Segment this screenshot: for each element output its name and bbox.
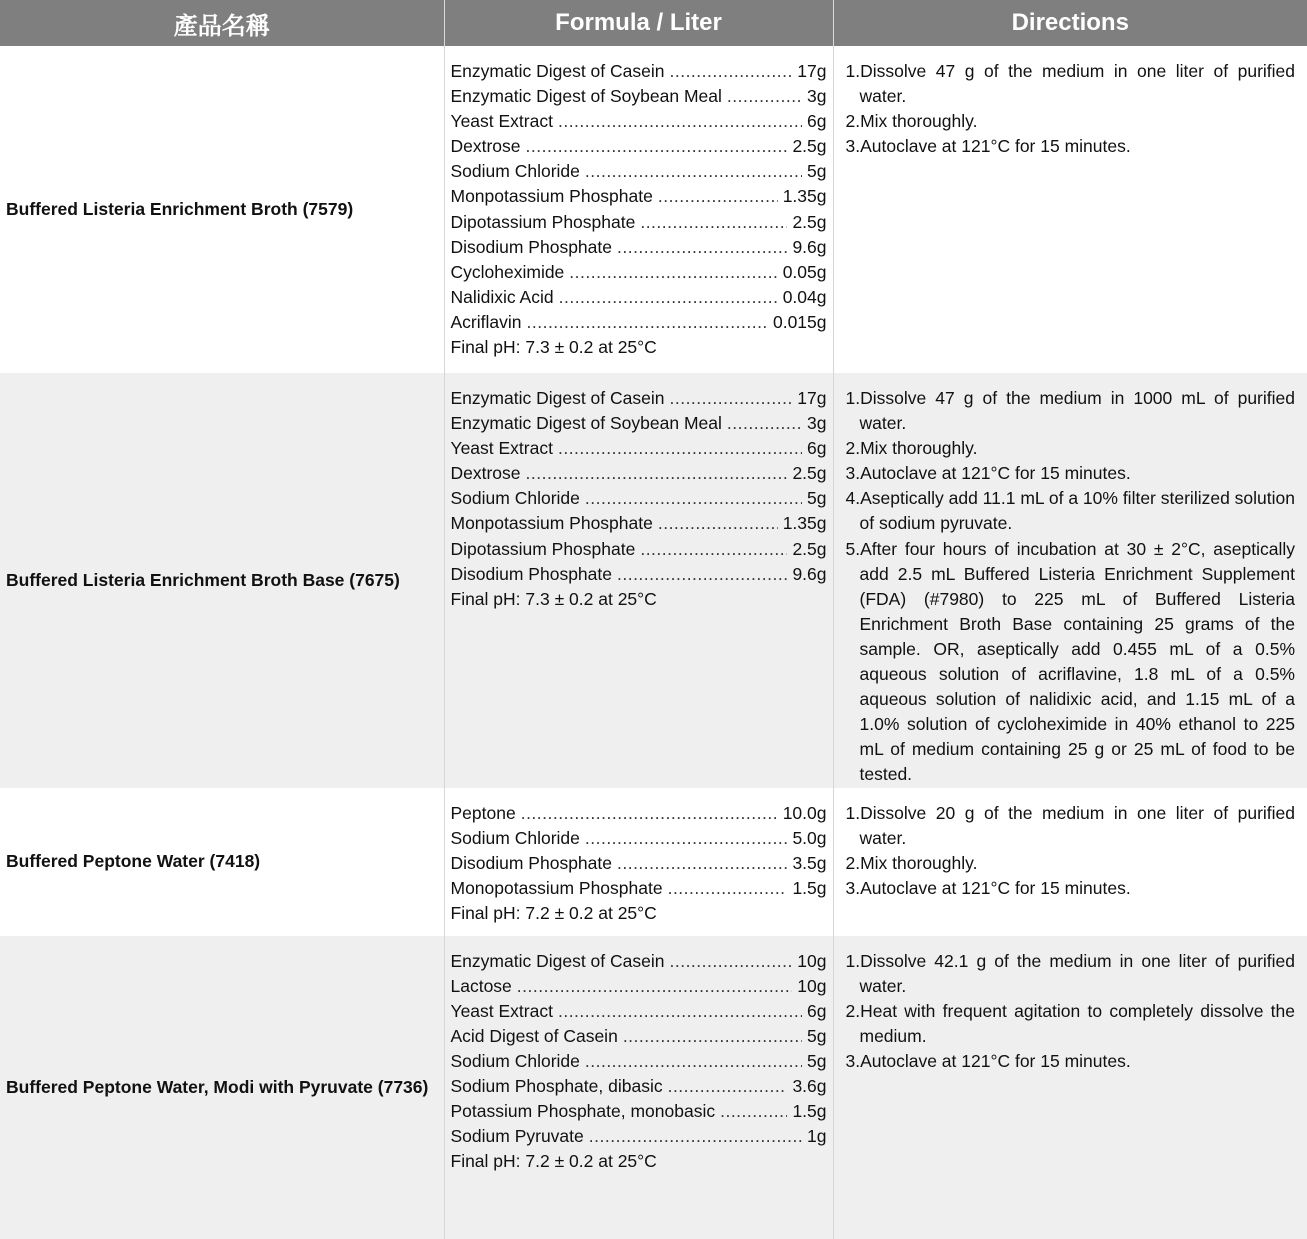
- ingredient-name: Disodium Phosphate: [451, 562, 612, 587]
- ingredient-amount: 0.04g: [783, 285, 827, 310]
- ingredient-amount: 1.35g: [783, 184, 827, 209]
- dot-leader: [640, 210, 787, 235]
- dot-leader: [517, 974, 793, 999]
- formula-list: [445, 936, 833, 1175]
- dot-leader: [617, 235, 787, 260]
- ingredient-name: Sodium Pyruvate: [451, 1124, 584, 1149]
- ingredient-name: Disodium Phosphate: [451, 851, 612, 876]
- ingredient-name: Monpotassium Phosphate: [451, 184, 653, 209]
- dot-leader: [585, 159, 802, 184]
- header-directions: Directions: [833, 0, 1307, 46]
- ingredient-amount: 6g: [807, 999, 826, 1024]
- direction-step: 3.Autoclave at 121°C for 15 minutes.: [846, 876, 1296, 901]
- formula-list: [445, 788, 833, 926]
- ingredient-amount: 9.6g: [792, 562, 826, 587]
- formula-item: [451, 801, 827, 826]
- dot-leader: [558, 999, 802, 1024]
- formula-item: [451, 260, 827, 285]
- directions-cell: [833, 46, 1307, 373]
- formula-item: [451, 310, 827, 335]
- formula-list: [445, 46, 833, 360]
- direction-step: 1.Dissolve 47 g of the medium in one liter of purified water.: [846, 59, 1296, 109]
- final-ph: Final pH: 7.3 ± 0.2 at 25°C: [451, 587, 827, 612]
- dot-leader: [558, 109, 802, 134]
- ingredient-amount: 1.35g: [783, 511, 827, 536]
- ingredient-name: Yeast Extract: [451, 999, 553, 1024]
- dot-leader: [585, 1049, 802, 1074]
- formula-cell: [444, 936, 833, 1239]
- ingredient-name: Dipotassium Phosphate: [451, 537, 636, 562]
- ingredient-name: Dextrose: [451, 461, 521, 486]
- ingredient-amount: 0.015g: [773, 310, 827, 335]
- ingredient-name: Yeast Extract: [451, 109, 553, 134]
- formula-item: [451, 1024, 827, 1049]
- direction-step: 1.Dissolve 47 g of the medium in 1000 mL of purified water.: [846, 386, 1296, 436]
- formula-item: [451, 159, 827, 184]
- ingredient-amount: 5.0g: [792, 826, 826, 851]
- ingredient-amount: 6g: [807, 109, 826, 134]
- formula-cell: [444, 46, 833, 373]
- ingredient-name: Nalidixic Acid: [451, 285, 554, 310]
- formula-item: [451, 974, 827, 999]
- ingredient-name: Dipotassium Phosphate: [451, 210, 636, 235]
- formula-item: [451, 184, 827, 209]
- ingredient-name: Disodium Phosphate: [451, 235, 612, 260]
- formula-item: [451, 109, 827, 134]
- ingredient-amount: 5g: [807, 159, 826, 184]
- ingredient-name: Monpotassium Phosphate: [451, 511, 653, 536]
- ingredient-amount: 3g: [807, 411, 826, 436]
- formula-item: [451, 134, 827, 159]
- table-row: [0, 46, 1307, 373]
- ingredient-name: Enzymatic Digest of Soybean Meal: [451, 84, 722, 109]
- dot-leader: [617, 562, 787, 587]
- dot-leader: [526, 461, 788, 486]
- direction-step: 1.Dissolve 42.1 g of the medium in one liter of purified water.: [846, 949, 1296, 999]
- formula-item: [451, 1099, 827, 1124]
- table-row: [0, 788, 1307, 936]
- direction-step: 3.Autoclave at 121°C for 15 minutes.: [846, 1049, 1296, 1074]
- ingredient-amount: 3.5g: [792, 851, 826, 876]
- ingredient-amount: 2.5g: [792, 134, 826, 159]
- ingredient-amount: 10g: [797, 974, 826, 999]
- dot-leader: [559, 285, 778, 310]
- ingredient-name: Acriflavin: [451, 310, 522, 335]
- dot-leader: [521, 801, 778, 826]
- dot-leader: [658, 511, 778, 536]
- ingredient-amount: 17g: [797, 386, 826, 411]
- ingredient-name: Enzymatic Digest of Casein: [451, 59, 665, 84]
- header-formula: Formula / Liter: [444, 0, 833, 46]
- dot-leader: [727, 411, 802, 436]
- formula-item: [451, 537, 827, 562]
- ingredient-amount: 10g: [797, 949, 826, 974]
- dot-leader: [669, 949, 792, 974]
- ingredient-amount: 2.5g: [792, 210, 826, 235]
- dot-leader: [558, 436, 802, 461]
- ingredient-name: Sodium Phosphate, dibasic: [451, 1074, 663, 1099]
- product-name: Buffered Peptone Water (7418): [0, 788, 444, 936]
- ingredient-amount: 5g: [807, 486, 826, 511]
- ingredient-name: Sodium Chloride: [451, 1049, 580, 1074]
- ingredient-amount: 17g: [797, 59, 826, 84]
- dot-leader: [720, 1099, 787, 1124]
- formula-item: [451, 461, 827, 486]
- dot-leader: [640, 537, 787, 562]
- formula-item: [451, 826, 827, 851]
- directions-list: [834, 373, 1307, 788]
- dot-leader: [617, 851, 787, 876]
- dot-leader: [526, 134, 788, 159]
- ingredient-amount: 2.5g: [792, 461, 826, 486]
- direction-step: 4.Aseptically add 11.1 mL of a 10% filter sterilized solution of sodium pyruvate.: [846, 486, 1296, 536]
- product-name: Buffered Listeria Enrichment Broth (7579): [0, 46, 444, 373]
- directions-cell: [833, 373, 1307, 788]
- formula-item: [451, 411, 827, 436]
- ingredient-name: Yeast Extract: [451, 436, 553, 461]
- directions-list: [834, 936, 1307, 1074]
- ingredient-amount: 9.6g: [792, 235, 826, 260]
- ingredient-amount: 6g: [807, 436, 826, 461]
- ingredient-name: Sodium Chloride: [451, 826, 580, 851]
- formula-cell: [444, 788, 833, 936]
- formula-item: [451, 486, 827, 511]
- dot-leader: [668, 1074, 788, 1099]
- direction-step: 5.After four hours of incubation at 30 ± 2°C, aseptically add 2.5 mL Buffered Listeria Enrichment Supplement (FDA) (#7980) to 225 mL of Buffered Listeria Enrichment Broth Base containing 25 grams of the sample. OR, aseptically add 0.455 mL of a 0.5% aqueous solution of acriflavine, 1.8 mL of a 0.5% aqueous solution of nalidixic acid, and 1.15 mL of a 1.0% solution of cycloheximide in 40% ethanol to 225 mL of medium containing 25 g or 25 mL of food to be tested.: [846, 537, 1296, 788]
- formula-item: [451, 511, 827, 536]
- table-row: [0, 936, 1307, 1239]
- formula-item: [451, 84, 827, 109]
- directions-cell: [833, 788, 1307, 936]
- ingredient-name: Cycloheximide: [451, 260, 565, 285]
- ingredient-amount: 1.5g: [792, 876, 826, 901]
- dot-leader: [727, 84, 802, 109]
- dot-leader: [569, 260, 777, 285]
- directions-list: [834, 46, 1307, 159]
- header-product-name: 產品名稱: [0, 0, 444, 46]
- product-name: Buffered Listeria Enrichment Broth Base (7675): [0, 373, 444, 788]
- formula-item: [451, 999, 827, 1024]
- final-ph: Final pH: 7.2 ± 0.2 at 25°C: [451, 901, 827, 926]
- dot-leader: [585, 486, 802, 511]
- ingredient-amount: 5g: [807, 1024, 826, 1049]
- formula-item: [451, 59, 827, 84]
- formula-item: [451, 1074, 827, 1099]
- final-ph: Final pH: 7.2 ± 0.2 at 25°C: [451, 1149, 827, 1174]
- formula-item: [451, 235, 827, 260]
- ingredient-name: Peptone: [451, 801, 516, 826]
- direction-step: 1.Dissolve 20 g of the medium in one liter of purified water.: [846, 801, 1296, 851]
- ingredient-amount: 3g: [807, 84, 826, 109]
- formula-item: [451, 1049, 827, 1074]
- dot-leader: [623, 1024, 802, 1049]
- directions-cell: [833, 936, 1307, 1239]
- ingredient-amount: 0.05g: [783, 260, 827, 285]
- ingredient-amount: 1.5g: [792, 1099, 826, 1124]
- direction-step: 3.Autoclave at 121°C for 15 minutes.: [846, 134, 1296, 159]
- table-row: [0, 373, 1307, 788]
- formula-item: [451, 285, 827, 310]
- dot-leader: [668, 876, 788, 901]
- ingredient-amount: 10.0g: [783, 801, 827, 826]
- ingredient-name: Potassium Phosphate, monobasic: [451, 1099, 716, 1124]
- direction-step: 2.Heat with frequent agitation to completely dissolve the medium.: [846, 999, 1296, 1049]
- formula-item: [451, 851, 827, 876]
- formula-item: [451, 1124, 827, 1149]
- direction-step: 2.Mix thoroughly.: [846, 851, 1296, 876]
- ingredient-amount: 5g: [807, 1049, 826, 1074]
- ingredient-name: Enzymatic Digest of Soybean Meal: [451, 411, 722, 436]
- formula-cell: [444, 373, 833, 788]
- final-ph: Final pH: 7.3 ± 0.2 at 25°C: [451, 335, 827, 360]
- ingredient-amount: 3.6g: [792, 1074, 826, 1099]
- ingredient-name: Lactose: [451, 974, 512, 999]
- ingredient-amount: 2.5g: [792, 537, 826, 562]
- ingredient-name: Monopotassium Phosphate: [451, 876, 663, 901]
- ingredient-name: Acid Digest of Casein: [451, 1024, 618, 1049]
- ingredient-amount: 1g: [807, 1124, 826, 1149]
- product-name: Buffered Peptone Water, Modi with Pyruvate (7736): [0, 936, 444, 1239]
- dot-leader: [589, 1124, 802, 1149]
- dot-leader: [585, 826, 788, 851]
- header-row: [0, 0, 1307, 46]
- ingredient-name: Dextrose: [451, 134, 521, 159]
- dot-leader: [527, 310, 768, 335]
- dot-leader: [669, 386, 792, 411]
- formula-item: [451, 386, 827, 411]
- formula-list: [445, 373, 833, 612]
- formula-item: [451, 436, 827, 461]
- dot-leader: [658, 184, 778, 209]
- formula-item: [451, 562, 827, 587]
- direction-step: 2.Mix thoroughly.: [846, 436, 1296, 461]
- formula-item: [451, 876, 827, 901]
- ingredient-name: Sodium Chloride: [451, 486, 580, 511]
- ingredient-name: Enzymatic Digest of Casein: [451, 949, 665, 974]
- formula-item: [451, 949, 827, 974]
- direction-step: 2.Mix thoroughly.: [846, 109, 1296, 134]
- formula-item: [451, 210, 827, 235]
- directions-list: [834, 788, 1307, 901]
- ingredient-name: Sodium Chloride: [451, 159, 580, 184]
- ingredient-name: Enzymatic Digest of Casein: [451, 386, 665, 411]
- direction-step: 3.Autoclave at 121°C for 15 minutes.: [846, 461, 1296, 486]
- dot-leader: [669, 59, 792, 84]
